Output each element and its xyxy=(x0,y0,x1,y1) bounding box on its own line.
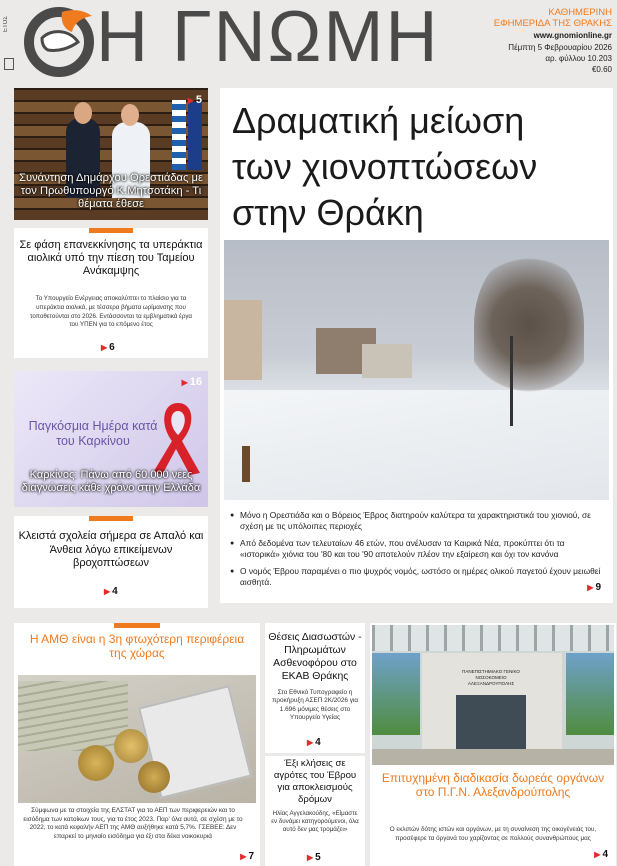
amth-body: Σύμφωνα με τα στοιχεία της ΕΛΣΤΑΤ για το ΑΕΠ των περιφερειών και το εισόδημα των κατοίκων τους, για το έτος 2023. Παρ' όλα αυτά, σε σχέση με το 2022, το κατά κεφαλήν ΑΕΠ της ΑΜΘ αυξήθηκε κατά 5,7%. ΓΣΕΒΕΕ: Δεν επαρκεί το μηνιαίο εισόδημα για έξι στα δέκα νοικοκυριά xyxy=(23,807,243,840)
flag-eu xyxy=(188,102,202,170)
accent-bar xyxy=(89,516,133,521)
website-link[interactable]: www.gnomionline.gr xyxy=(533,31,612,40)
flag-greek xyxy=(172,100,186,170)
year-side-label: ΕΤΟΣ xyxy=(3,16,9,32)
page-ref-story3[interactable]: ▶ 16 xyxy=(181,376,202,388)
bullet-3: ● Ο νομός Έβρου παραμένει ο πιο ψυχρός νομός, ωστόσο οι ημέρες ολικού παγετού έχουν μειωθεί αισθητά. xyxy=(230,566,602,588)
accent-bar xyxy=(89,228,133,233)
page-ref-story2[interactable]: ▶ 6 xyxy=(101,342,115,353)
house-3 xyxy=(362,344,412,378)
canopy xyxy=(372,625,614,651)
coin-3 xyxy=(138,761,170,793)
main-bullets xyxy=(230,510,602,594)
tagline-1: ΚΑΘΗΜΕΡΙΝΗ xyxy=(548,7,612,18)
issue-price: €0.60 xyxy=(591,65,612,74)
ekav-title: Θέσεις Διασωστών - Πληρωμάτων Ασθενοφόρου στο ΕΚΑΒ Θράκης xyxy=(268,632,362,682)
story1-caption: Συνάντηση Δημάρχου Ορεστιάδας με τον Πρωθυπουργό Κ.Μητσοτάκη - Τι θέματα έθεσε xyxy=(19,172,203,210)
story-wind-farms[interactable] xyxy=(14,228,208,358)
main-headline: Δραματική μείωση των χιονοπτώσεων στην Θράκη xyxy=(232,100,538,233)
dove-logo-icon xyxy=(22,2,97,78)
tagline-2: ΕΦΗΜΕΡΙΔΑ ΤΗΣ ΘΡΑΚΗΣ xyxy=(493,18,612,29)
snow-photo xyxy=(224,240,609,500)
hospital-photo xyxy=(372,625,614,765)
hospital-title: Επιτυχημένη διαδικασία δωρεάς οργάνων στο Π.Γ.Ν. Αλεξανδρούπολης xyxy=(381,771,605,799)
fence-post xyxy=(242,446,250,482)
story-schools-closed[interactable] xyxy=(14,516,208,608)
story4-title: Κλειστά σχολεία σήμερα σε Απαλό και Άνθεια λόγω επικείμενων βροχοπτώσεων xyxy=(18,530,204,569)
issue-date: Πέμπτη 5 Φεβρουαρίου 2026 xyxy=(508,43,612,52)
story-hospital-donation[interactable] xyxy=(370,623,616,866)
page-ref-hospital[interactable]: ▶ 4 xyxy=(594,849,608,860)
side-emblem xyxy=(4,58,14,70)
bullet-1: ● Μόνο η Ορεστιάδα και ο Βόρειος Έβρος διατηρούν καλύτερα τα χαρακτηριστικά του χιονιού, σε σχέση με τις υπόλοιπες περιοχές xyxy=(230,510,602,532)
story-amth-poverty[interactable] xyxy=(14,623,260,866)
person-left-head xyxy=(74,102,92,124)
money-photo xyxy=(18,675,256,803)
mural-right xyxy=(566,653,614,735)
coin-2 xyxy=(114,729,148,763)
hospital-entrance xyxy=(456,695,526,749)
hospital-sign: ΠΑΝΕΠΙΣΤΗΜΙΑΚΟ ΓΕΝΙΚΟ ΝΟΣΟΚΟΜΕΙΟ ΑΛΕΞΑΝΔΡΟΥΠΟΛΗΣ xyxy=(462,669,520,686)
coin-1 xyxy=(78,745,114,781)
house-1 xyxy=(224,300,262,380)
page-ref-evros[interactable]: ▶ 5 xyxy=(307,852,321,863)
story-cancer-day[interactable] xyxy=(14,371,208,507)
person-right-head xyxy=(121,104,139,126)
amth-title: Η ΑΜΘ είναι η 3η φτωχότερη περιφέρεια της χώρας xyxy=(29,632,245,660)
story-ekav-jobs[interactable] xyxy=(265,623,365,753)
page-ref-amth[interactable]: ▶ 7 xyxy=(240,851,254,862)
hospital-body: Ο εκλιπών δότης ιστών και οργάνων, με τη συναίνεση της οικογένειάς του, προσέφερε τα όργανά του χαρίζοντας σε πολλούς συνανθρώπους μας xyxy=(389,826,597,842)
page-ref-story1[interactable]: ▶ 5 xyxy=(187,94,202,106)
snow-road xyxy=(224,390,609,500)
page-ref-story4[interactable]: ▶ 4 xyxy=(104,586,118,597)
masthead xyxy=(0,0,617,82)
story3-caption: Καρκίνος: Πάνω από 60.000 νέες διαγνώσεις κάθε χρόνο στην Ελλάδα xyxy=(21,469,201,494)
evros-body: Ηλίας Αγγελακούδης, «Είμαστε εν δυνάμει κατηγορούμενοι, όλα αυτό δεν μας τρομάζει» xyxy=(271,810,359,833)
page-ref-ekav[interactable]: ▶ 4 xyxy=(307,737,321,748)
tree-right xyxy=(474,250,584,400)
bullet-2: ● Από δεδομένα των τελευταίων 46 ετών, που ανέλυσαν τα Καιρικά Νέα, προκύπτει ότι τα «ιστορικά» χιόνια του '80 και του '90 αποτελούν πλέον την εξαίρεση και όχι τον κανόνα xyxy=(230,538,602,560)
story-evros-farmers[interactable] xyxy=(265,756,365,866)
issue-number: αρ. φύλλου 10.203 xyxy=(545,54,612,63)
cancer-banner-title: Παγκόσμια Ημέρα κατά του Καρκίνου xyxy=(28,419,158,448)
banknotes xyxy=(18,681,128,751)
mural-left xyxy=(372,653,420,735)
logo-text: Η ΓΝΩΜΗ xyxy=(96,0,440,77)
evros-title: Έξι κλήσεις σε αγρότες του Έβρου για αποκλεισμούς δρόμων xyxy=(273,758,357,805)
ekav-body: Στο Εθνικό Τυπογραφείο η προκήρυξη ΑΣΕΠ 2Κ/2026 για 1.696 μόνιμες θέσεις στο Υπουργείο Υγείας xyxy=(271,689,359,722)
story2-body: Το Υπουργείο Ενέργειας αποκαλύπτει το πλαίσιο για τα υπεράκτια αιολικά, με τέσσερα βήματα ωρίμανσης που τοποθετούνται στο 2026. Εντάσσονται τα εμβληματικά έργα του ΥΠΕΝ για το επόμενο έτος xyxy=(29,295,193,329)
accent-bar xyxy=(114,623,160,628)
lamp-post xyxy=(510,336,513,426)
forecourt xyxy=(372,749,614,765)
main-story[interactable] xyxy=(220,88,613,603)
story-mayor-meeting[interactable] xyxy=(14,88,208,220)
story2-title: Σε φάση επανεκκίνησης τα υπεράκτια αιολικά υπό την πίεση του Ταμείου Ανάκαμψης xyxy=(19,239,203,277)
page-ref-main[interactable]: ▶ 9 xyxy=(587,582,601,593)
